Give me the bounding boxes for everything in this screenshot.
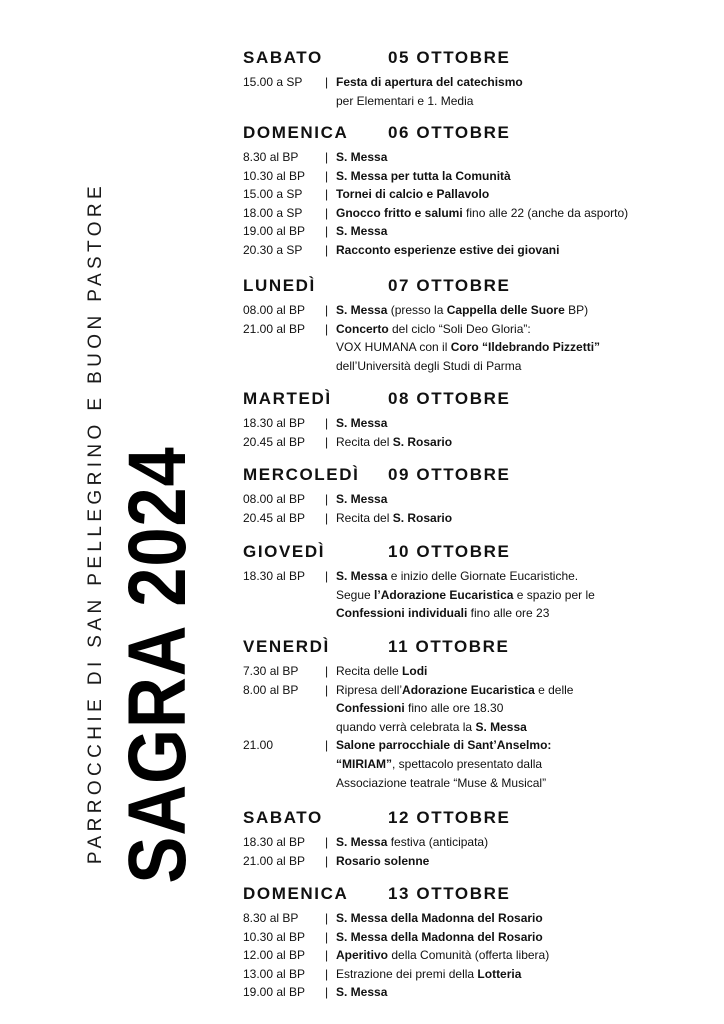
separator-bar: |: [325, 492, 329, 506]
day-section: [243, 122, 713, 260]
separator-bar: |: [325, 948, 329, 963]
event-text-bold: S. Messa: [336, 150, 388, 164]
event-description: [325, 567, 713, 623]
event-time: 8.00 al BP: [243, 682, 299, 697]
event-text: (presso la: [387, 303, 447, 317]
day-date: 05 OTTOBRE: [388, 48, 511, 67]
event-text: Segue: [336, 587, 375, 602]
event-description: [325, 320, 713, 376]
event-description: [325, 222, 713, 241]
event-line: [331, 699, 713, 718]
event-text: Recita del: [336, 510, 393, 525]
event-line: [331, 204, 713, 223]
separator-bar: |: [325, 569, 329, 583]
event-text-bold: S. Messa: [336, 492, 388, 506]
event-description: [325, 414, 713, 433]
day-section: [243, 541, 713, 623]
day-heading: [243, 275, 713, 297]
event-description: [325, 852, 713, 871]
event-time: 08.00 al BP: [243, 492, 306, 506]
day-section: [243, 883, 713, 1002]
event-text-bold: Adorazione Eucaristica: [402, 682, 535, 697]
event-line: [331, 833, 713, 852]
event-text: Ripresa dell’: [336, 682, 403, 697]
event-line: [331, 433, 713, 452]
day-heading: [243, 807, 713, 829]
day-heading: [243, 47, 713, 69]
event-description: [325, 433, 713, 452]
event-line: [331, 509, 713, 528]
day-date: 07 OTTOBRE: [388, 276, 511, 295]
event-description: [325, 833, 713, 852]
day-section: [243, 636, 713, 792]
event-row: [243, 320, 713, 376]
event-text-bold: Lotteria: [477, 966, 522, 981]
event-line: [331, 965, 713, 984]
event-text: fino alle ore 23: [467, 606, 550, 621]
separator-bar: |: [325, 985, 329, 1000]
event-description: [325, 241, 713, 260]
event-text: Estrazione dei premi della: [336, 966, 478, 981]
event-description: [325, 983, 713, 1002]
event-text-bold: Confessioni individuali: [336, 606, 468, 621]
event-line: [331, 567, 713, 586]
event-row: [243, 662, 713, 681]
event-text-bold: Aperitivo: [336, 948, 389, 963]
event-text: della Comunità (offerta libera): [388, 948, 550, 963]
event-text: e delle: [534, 682, 574, 697]
event-time: 7.30 al BP: [243, 664, 299, 678]
day-name: LUNEDÌ: [243, 276, 316, 295]
event-line: [331, 414, 713, 433]
event-line: [331, 662, 713, 681]
event-line: [331, 92, 713, 111]
event-text-bold: S. Messa: [336, 835, 388, 849]
event-text-bold: Festa di apertura del catechismo: [336, 75, 523, 89]
event-description: [325, 681, 713, 737]
separator-bar: |: [325, 321, 329, 336]
event-description: [325, 946, 713, 965]
event-row: [243, 185, 713, 204]
day-name: SABATO: [243, 808, 323, 827]
event-text: dell’Università degli Studi di Parma: [336, 358, 522, 373]
event-row: [243, 965, 713, 984]
event-text-bold: S. Messa della Madonna del Rosario: [336, 911, 543, 925]
event-text-bold: S. Messa per tutta la Comunità: [336, 168, 511, 183]
event-text-bold: S. Rosario: [392, 510, 453, 525]
event-text-bold: S. Messa: [475, 719, 527, 734]
event-text: quando verrà celebrata la: [336, 719, 476, 734]
day-date: 08 OTTOBRE: [388, 389, 511, 408]
event-row: [243, 148, 713, 167]
day-heading: [243, 388, 713, 410]
event-line: [331, 586, 713, 605]
separator-bar: |: [325, 224, 329, 239]
event-time: 10.30 al BP: [243, 929, 306, 944]
separator-bar: |: [325, 835, 329, 849]
event-time: 18.00 a SP: [243, 205, 303, 220]
event-text-bold: S. Messa della Madonna del Rosario: [336, 929, 543, 944]
day-name: DOMENICA: [243, 123, 349, 142]
event-text: Recita delle: [336, 664, 403, 678]
event-row: [243, 567, 713, 623]
day-name: GIOVEDÌ: [243, 542, 326, 561]
day-date: 10 OTTOBRE: [388, 542, 511, 561]
event-time: 20.45 al BP: [243, 510, 306, 525]
separator-bar: |: [325, 911, 329, 925]
event-description: [325, 736, 713, 792]
event-line: [331, 357, 713, 376]
event-text-bold: Concerto: [336, 321, 389, 336]
day-heading: [243, 122, 713, 144]
event-description: [325, 301, 713, 320]
event-text-bold: l’Adorazione Eucaristica: [374, 587, 514, 602]
event-line: [331, 222, 713, 241]
event-text-bold: Racconto esperienze estive dei giovani: [336, 242, 560, 257]
event-text: e inizio delle Giornate Eucaristiche.: [387, 569, 579, 583]
event-row: [243, 852, 713, 871]
event-time: 20.30 a SP: [243, 242, 303, 257]
event-line: [331, 167, 713, 186]
event-text: fino alle 22 (anche da asporto): [462, 205, 629, 220]
event-time: 8.30 al BP: [243, 150, 299, 164]
event-row: [243, 167, 713, 186]
day-name: SABATO: [243, 48, 323, 67]
event-row: [243, 204, 713, 223]
event-line: [331, 736, 713, 755]
event-time: 19.00 al BP: [243, 985, 306, 1000]
event-row: [243, 301, 713, 320]
day-date: 13 OTTOBRE: [388, 884, 511, 903]
event-time: 8.30 al BP: [243, 911, 299, 925]
event-line: [331, 338, 713, 357]
event-text: del ciclo “Soli Deo Gloria”:: [388, 321, 531, 336]
day-section: [243, 807, 713, 870]
event-row: [243, 433, 713, 452]
event-line: [331, 241, 713, 260]
event-text: BP): [564, 303, 589, 317]
event-row: [243, 909, 713, 928]
separator-bar: |: [325, 682, 329, 697]
event-text: VOX HUMANA con il: [336, 340, 451, 355]
separator-bar: |: [325, 434, 329, 449]
event-row: [243, 928, 713, 947]
event-row: [243, 490, 713, 509]
event-time: 20.45 al BP: [243, 434, 306, 449]
event-row: [243, 736, 713, 792]
event-text-bold: S. Messa: [336, 416, 388, 430]
event-time: 18.30 al BP: [243, 569, 306, 583]
event-text-bold: “MIRIAM”: [336, 756, 392, 771]
event-line: [331, 148, 713, 167]
event-description: [325, 509, 713, 528]
event-text-bold: Confessioni: [336, 701, 405, 716]
separator-bar: |: [325, 205, 329, 220]
event-line: [331, 604, 713, 623]
event-row: [243, 946, 713, 965]
event-line: [331, 301, 713, 320]
event-description: [325, 167, 713, 186]
event-time: 15.00 a SP: [243, 187, 303, 202]
separator-bar: |: [325, 416, 329, 430]
separator-bar: |: [325, 303, 329, 317]
event-text: fino alle ore 18.30: [404, 701, 504, 716]
event-line: [331, 73, 713, 92]
event-text-bold: S. Messa: [336, 303, 388, 317]
event-line: [331, 909, 713, 928]
event-time: 12.00 al BP: [243, 948, 306, 963]
event-line: [331, 718, 713, 737]
event-text-bold: Rosario solenne: [336, 853, 430, 868]
separator-bar: |: [325, 168, 329, 183]
event-row: [243, 222, 713, 241]
event-text: festiva (anticipata): [387, 835, 489, 849]
event-text-bold: Lodi: [402, 664, 428, 678]
event-line: [331, 774, 713, 793]
separator-bar: |: [325, 966, 329, 981]
event-text-bold: Gnocco fritto e salumi: [336, 205, 463, 220]
event-row: [243, 681, 713, 737]
day-section: [243, 388, 713, 451]
event-line: [331, 928, 713, 947]
event-time: 18.30 al BP: [243, 835, 306, 849]
event-text: e spazio per le: [513, 587, 595, 602]
side-title: PARROCCHIE DI SAN PELLEGRINO E BUON PASTORE: [85, 181, 106, 865]
event-description: [325, 148, 713, 167]
event-time: 15.00 a SP: [243, 75, 303, 89]
event-row: [243, 509, 713, 528]
event-text-bold: S. Messa: [336, 224, 388, 239]
day-date: 09 OTTOBRE: [388, 465, 511, 484]
separator-bar: |: [325, 75, 329, 89]
event-line: [331, 755, 713, 774]
event-row: [243, 414, 713, 433]
separator-bar: |: [325, 929, 329, 944]
day-heading: [243, 636, 713, 658]
event-text-bold: Coro “Ildebrando Pizzetti”: [450, 340, 601, 355]
day-date: 12 OTTOBRE: [388, 808, 511, 827]
event-line: [331, 946, 713, 965]
event-row: [243, 833, 713, 852]
event-text: Recita del: [336, 434, 393, 449]
event-text-bold: S. Messa: [336, 985, 388, 1000]
event-description: [325, 185, 713, 204]
event-text-bold: S. Rosario: [392, 434, 453, 449]
big-title: SAGRA 2024: [112, 446, 203, 884]
event-text-bold: S. Messa: [336, 569, 388, 583]
separator-bar: |: [325, 853, 329, 868]
day-section: [243, 47, 713, 110]
event-text-bold: Tornei di calcio e Pallavolo: [336, 187, 490, 202]
event-time: 18.30 al BP: [243, 416, 306, 430]
event-description: [325, 204, 713, 223]
day-heading: [243, 464, 713, 486]
day-date: 06 OTTOBRE: [388, 123, 511, 142]
event-text: per Elementari e 1. Media: [336, 93, 474, 108]
event-line: [331, 320, 713, 339]
event-line: [331, 983, 713, 1002]
event-description: [325, 490, 713, 509]
event-row: [243, 983, 713, 1002]
event-description: [325, 965, 713, 984]
event-text-bold: Salone parrocchiale di Sant’Anselmo:: [336, 738, 552, 753]
day-name: VENERDÌ: [243, 637, 330, 656]
event-line: [331, 852, 713, 871]
day-section: [243, 275, 713, 375]
event-line: [331, 681, 713, 700]
event-text: Associazione teatrale “Muse & Musical”: [336, 775, 547, 790]
event-line: [331, 490, 713, 509]
event-description: [325, 73, 713, 110]
event-time: 10.30 al BP: [243, 168, 306, 183]
event-time: 21.00: [243, 738, 274, 753]
day-name: DOMENICA: [243, 884, 349, 903]
day-date: 11 OTTOBRE: [388, 637, 510, 656]
day-section: [243, 464, 713, 527]
day-name: MARTEDÌ: [243, 389, 332, 408]
day-heading: [243, 541, 713, 563]
separator-bar: |: [325, 738, 329, 753]
separator-bar: |: [325, 664, 329, 678]
event-line: [331, 185, 713, 204]
event-description: [325, 928, 713, 947]
separator-bar: |: [325, 150, 329, 164]
event-time: 13.00 al BP: [243, 966, 306, 981]
event-description: [325, 909, 713, 928]
event-text: , spettacolo presentato dalla: [392, 756, 543, 771]
event-row: [243, 73, 713, 110]
event-time: 21.00 al BP: [243, 853, 306, 868]
day-heading: [243, 883, 713, 905]
day-name: MERCOLEDÌ: [243, 465, 360, 484]
event-row: [243, 241, 713, 260]
event-description: [325, 662, 713, 681]
event-time: 19.00 al BP: [243, 224, 306, 239]
separator-bar: |: [325, 242, 329, 257]
event-time: 21.00 al BP: [243, 321, 306, 336]
separator-bar: |: [325, 187, 329, 202]
event-time: 08.00 al BP: [243, 303, 306, 317]
separator-bar: |: [325, 510, 329, 525]
event-text-bold: Cappella delle Suore: [446, 303, 565, 317]
